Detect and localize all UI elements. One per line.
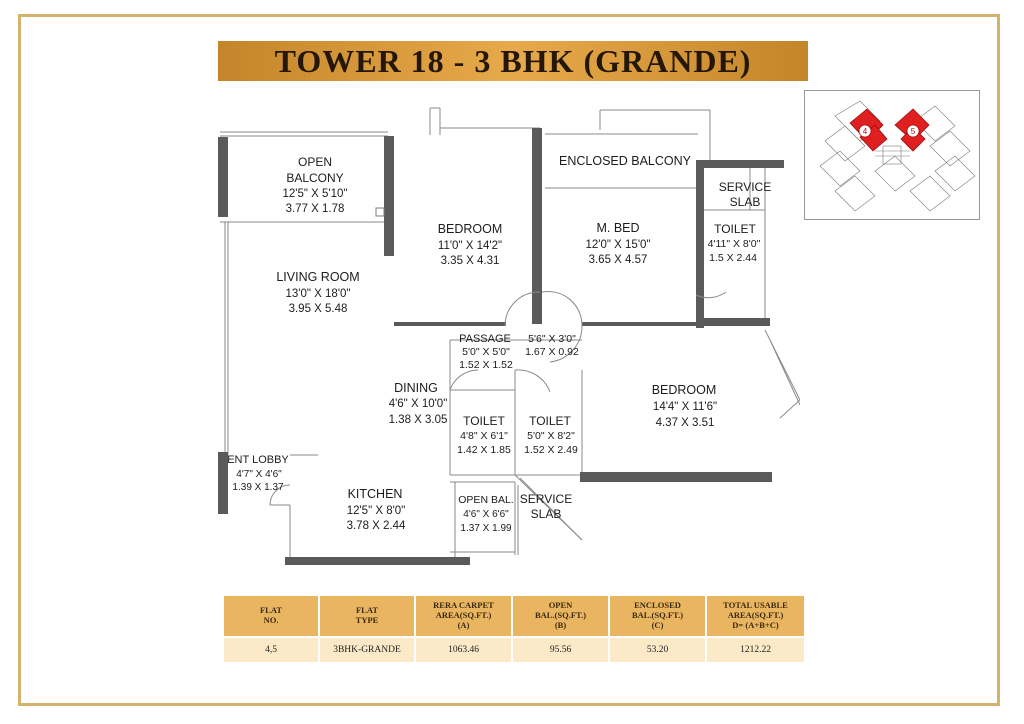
header-flat-no: FLAT NO. — [223, 595, 319, 637]
kitchen-dim-ft: 12'5" X 8'0" — [346, 505, 406, 517]
toilet-mid-2-dim-ft: 5'0" X 8'2" — [527, 430, 575, 442]
labels-living-room — [276, 270, 359, 315]
area-table-header-row — [223, 595, 805, 637]
passage-dim-ft: 5'0" X 5'0" — [462, 346, 510, 358]
kitchen-dim-m: 3.78 X 2.44 — [346, 520, 406, 532]
labels-master-bed — [586, 221, 651, 266]
service-slab-top-label-2: SLAB — [729, 195, 761, 209]
header-enclosed-bal: ENCLOSED BAL.(SQ.FT.) (C) — [609, 595, 706, 637]
open-balcony-label-2: BALCONY — [286, 171, 344, 185]
dining-dim-ft: 4'6" X 10'0" — [388, 398, 448, 410]
master-bed-label: M. BED — [596, 221, 640, 235]
table-row — [223, 637, 805, 663]
toilet-mid-1-dim-m: 1.42 X 1.85 — [457, 444, 511, 456]
cell-rera-carpet: 1063.46 — [415, 637, 512, 663]
bedroom-1-label: BEDROOM — [437, 222, 503, 236]
labels-ent-lobby — [227, 454, 289, 493]
open-balcony-label-1: OPEN — [297, 155, 333, 169]
labels-toilet-top — [708, 222, 761, 264]
page-title: TOWER 18 - 3 BHK (GRANDE) — [274, 42, 752, 79]
duct-marker — [376, 208, 384, 216]
bedroom-2-dim-m: 4.37 X 3.51 — [655, 417, 715, 429]
master-bed-dim-ft: 12'0" X 15'0" — [585, 239, 651, 251]
service-slab-top-label-1: SERVICE — [718, 180, 772, 194]
ent-lobby-label: ENT LOBBY — [227, 454, 289, 466]
labels-passage — [459, 333, 513, 371]
kitchen-label: KITCHEN — [347, 487, 403, 501]
toilet-mid-1-label: TOILET — [463, 414, 505, 428]
labels-open-bal-small — [458, 494, 513, 534]
passage-2-dim-m: 1.67 X 0.92 — [525, 346, 579, 358]
labels-bedroom-1 — [438, 222, 503, 267]
open-balcony-dim-ft: 12'5" X 5'10" — [282, 188, 348, 200]
key-plan — [804, 90, 980, 220]
ent-lobby-dim-m: 1.39 X 1.37 — [232, 482, 284, 493]
open-bal-small-label: OPEN BAL. — [458, 494, 514, 506]
header-open-bal: OPEN BAL.(SQ.FT.) (B) — [512, 595, 609, 637]
labels-toilet-mid-1 — [457, 414, 511, 456]
labels-service-slab-top — [719, 180, 771, 209]
title-banner — [218, 41, 808, 81]
toilet-mid-2-label: TOILET — [529, 414, 571, 428]
toilet-top-dim-ft: 4'11" X 8'0" — [707, 238, 761, 250]
area-table — [222, 594, 806, 664]
ent-lobby-dim-ft: 4'7" X 4'6" — [236, 469, 282, 480]
bedroom-1-dim-m: 3.35 X 4.31 — [440, 255, 500, 267]
labels-open-balcony — [283, 155, 348, 215]
flat-5-label: 5 — [910, 127, 916, 136]
toilet-top-label: TOILET — [714, 222, 756, 236]
living-room-label: LIVING ROOM — [276, 270, 360, 284]
service-slab-bottom-label-2: SLAB — [530, 507, 562, 521]
dining-dim-m: 1.38 X 3.05 — [388, 414, 448, 426]
cell-enclosed-bal: 53.20 — [609, 637, 706, 663]
passage-dim-m: 1.52 X 1.52 — [459, 359, 513, 371]
bedroom-2-dim-ft: 14'4" X 11'6" — [652, 401, 718, 413]
header-total-usable: TOTAL USABLE AREA(SQ.FT.) D= (A+B+C) — [706, 595, 805, 637]
living-room-dim-m: 3.95 X 5.48 — [288, 303, 348, 315]
cell-open-bal: 95.56 — [512, 637, 609, 663]
labels-passage-2 — [525, 333, 579, 358]
cell-flat-type: 3BHK-GRANDE — [319, 637, 415, 663]
cell-total-usable: 1212.22 — [706, 637, 805, 663]
passage-label: PASSAGE — [459, 333, 511, 345]
passage-2-dim-ft: 5'6" X 3'0" — [528, 333, 576, 345]
header-flat-type: FLAT TYPE — [319, 595, 415, 637]
labels-toilet-mid-2 — [524, 414, 578, 456]
flat-4-label: 4 — [862, 127, 868, 136]
key-plan-drawing — [805, 91, 979, 219]
living-room-dim-ft: 13'0" X 18'0" — [285, 288, 351, 300]
dining-label: DINING — [394, 381, 438, 395]
labels-dining — [389, 381, 448, 426]
toilet-mid-2-dim-m: 1.52 X 2.49 — [524, 444, 578, 456]
bedroom-1-dim-ft: 11'0" X 14'2" — [437, 240, 503, 252]
bedroom-2-label: BEDROOM — [651, 383, 717, 397]
floor-plan — [210, 100, 800, 580]
toilet-top-dim-m: 1.5 X 2.44 — [709, 252, 757, 264]
service-slab-bottom-label-1: SERVICE — [519, 492, 573, 506]
labels-bedroom-2 — [652, 383, 717, 429]
open-bal-small-dim-m: 1.37 X 1.99 — [460, 523, 512, 534]
cell-flat-no: 4,5 — [223, 637, 319, 663]
open-balcony-dim-m: 3.77 X 1.78 — [285, 203, 345, 215]
header-rera-carpet: RERA CARPET AREA(SQ.FT.) (A) — [415, 595, 512, 637]
enclosed-balcony-label: ENCLOSED BALCONY — [559, 154, 691, 168]
master-bed-dim-m: 3.65 X 4.57 — [588, 254, 648, 266]
open-bal-small-dim-ft: 4'6" X 6'6" — [463, 509, 509, 520]
toilet-mid-1-dim-ft: 4'8" X 6'1" — [460, 430, 508, 442]
labels-kitchen — [347, 487, 406, 532]
labels-service-slab-bottom — [520, 492, 572, 521]
